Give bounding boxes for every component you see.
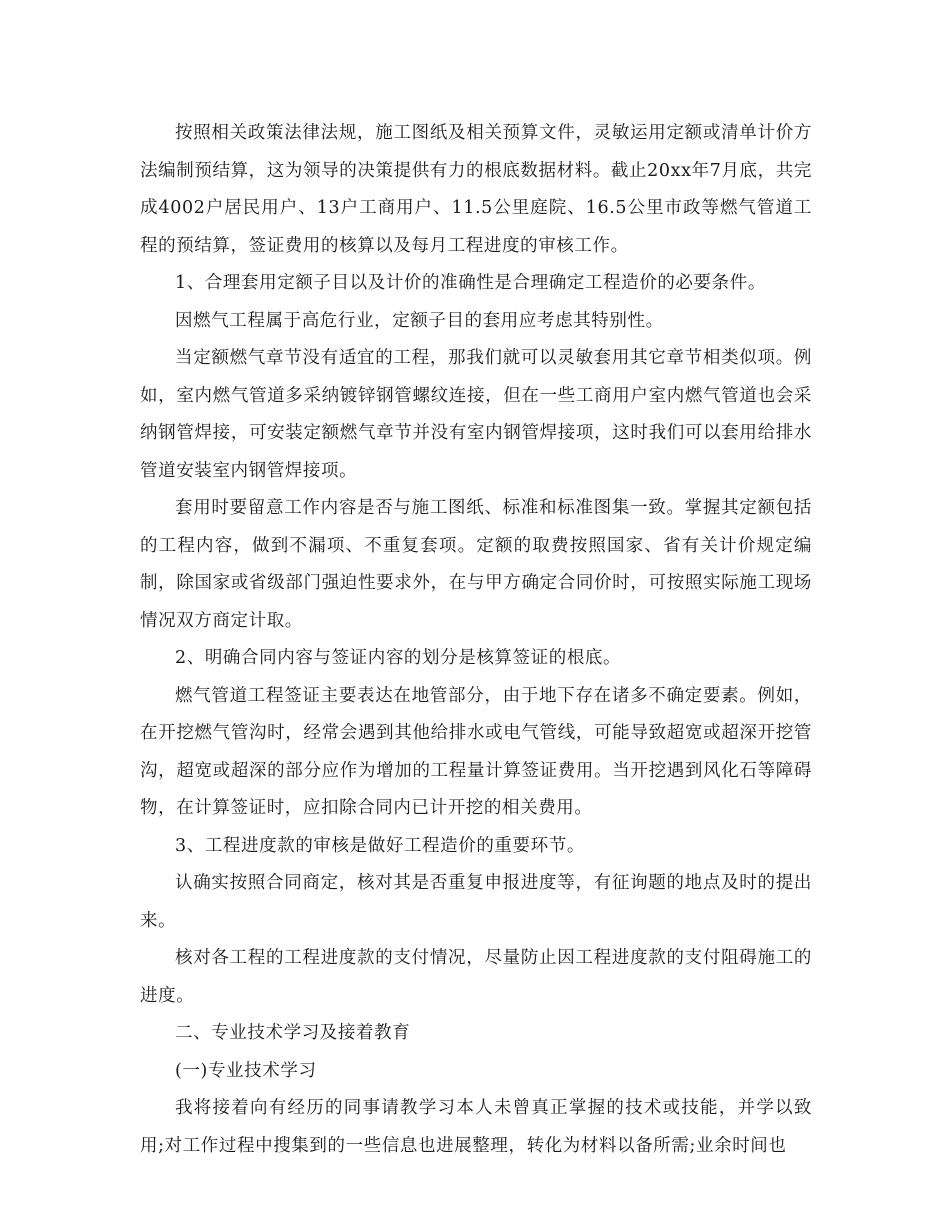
section-heading-2: 二、专业技术学习及接着教育 — [175, 1023, 411, 1043]
paragraph-work-content: 套用时要留意工作内容是否与施工图纸、标准和标准图集一致。掌握其定额包括的工程内容，做到不漏项、不重复套项。定额的取费按照国家、省有关计价规定编制，除国家或省级部门强迫性要求外，在与甲方确定合同价时，可按照实际施工现场情况双方商定计取。 — [140, 498, 812, 631]
paragraph-visa-underground: 燃气管道工程签证主要表达在地管部分，由于地下存在诸多不确定要素。例如，在开挖燃气管沟时，经常会遇到其他给排水或电气管线，可能导致超宽或超深开挖管沟，超宽或超深的部分应作为增加的工程量计算签证费用。当开挖遇到风化石等障碍物，在计算签证时，应扣除合同内已计开挖的相关费用。 — [140, 685, 812, 818]
paragraph-high-risk: 因燃气工程属于高危行业，定额子目的套用应考虑其特别性。 — [175, 310, 664, 331]
paragraph-contract-check: 认确实按照合同商定，核对其是否重复申报进度等，有征询题的地点及时的提出来。 — [140, 873, 812, 931]
heading-item-3: 3、工程进度款的审核是做好工程造价的重要环节。 — [175, 835, 585, 856]
subsection-heading-1: (一)专业技术学习 — [175, 1060, 317, 1081]
paragraph-quota-chapter: 当定额燃气章节没有适宜的工程，那我们就可以灵敏套用其它章节相类似项。例如，室内燃气管道多采纳镀锌钢管螺纹连接，但在一些工商用户室内燃气管道也会采纳钢管焊接，可安装定额燃气章节并没有室内钢管焊接项，这时我们可以套用给排水管道安装室内钢管焊接项。 — [140, 348, 812, 481]
heading-item-2: 2、明确合同内容与签证内容的划分是核算签证的根底。 — [175, 648, 622, 668]
paragraph-progress-payment: 核对各工程的工程进度款的支付情况，尽量防止因工程进度款的支付阻碍施工的进度。 — [140, 948, 812, 1006]
paragraph-learning: 我将接着向有经历的同事请教学习本人未曾真正掌握的技术或技能，并学以致用;对工作过程中搜集到的一些信息也进展整理，转化为材料以备所需;业余时间也 — [140, 1098, 812, 1156]
paragraph-budget-work: 按照相关政策法律法规，施工图纸及相关预算文件，灵敏运用定额或清单计价方法编制预结算，这为领导的决策提供有力的根底数据材料。截止20xx年7月底，共完成4002户居民用户、13户工商用户、11.5公里庭院、16.5公里市政等燃气管道工程的预结算，签证费用的核算以及每月工程进度的审核工作。 — [140, 123, 812, 256]
document-body — [140, 115, 812, 1165]
heading-item-1: 1、合理套用定额子目以及计价的准确性是合理确定工程造价的必要条件。 — [175, 273, 766, 293]
